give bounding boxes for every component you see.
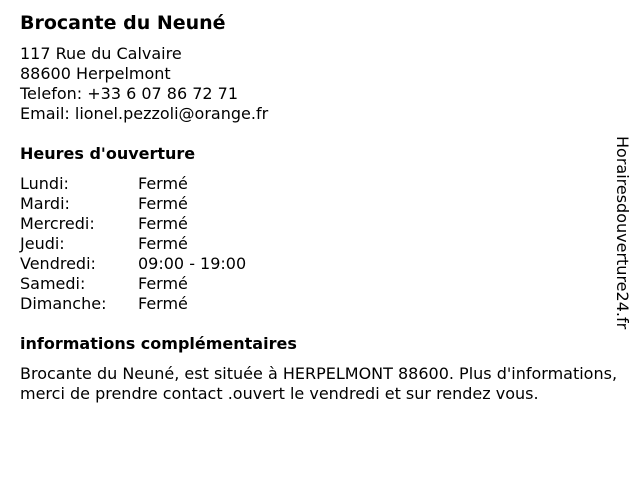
additional-info-title: informations complémentaires bbox=[20, 334, 297, 353]
phone-number: Telefon: +33 6 07 86 72 71 bbox=[20, 84, 239, 103]
day-hours: Fermé bbox=[138, 234, 188, 253]
day-label: Mardi: bbox=[20, 194, 70, 213]
watermark-text: Horairesdouverture24.fr bbox=[613, 136, 632, 330]
day-hours: Fermé bbox=[138, 274, 188, 293]
additional-info-text: Brocante du Neuné, est située à HERPELMONT 88600. Plus d'informations, merci de prendre contact .ouvert le vendredi et sur rendez vous. bbox=[20, 364, 618, 403]
street-address: 117 Rue du Calvaire bbox=[20, 44, 182, 63]
day-hours: Fermé bbox=[138, 294, 188, 313]
hours-row-wednesday bbox=[20, 214, 610, 234]
email-address: Email: lionel.pezzoli@orange.fr bbox=[20, 104, 269, 123]
hours-row-monday bbox=[20, 174, 610, 194]
hours-row-saturday bbox=[20, 274, 610, 294]
hours-row-thursday bbox=[20, 234, 610, 254]
day-label: Samedi: bbox=[20, 274, 86, 293]
day-hours: Fermé bbox=[138, 174, 188, 193]
hours-row-friday bbox=[20, 254, 610, 274]
business-card bbox=[20, 10, 618, 404]
city-postal-code: 88600 Herpelmont bbox=[20, 64, 171, 83]
day-label: Vendredi: bbox=[20, 254, 96, 273]
business-name: Brocante du Neuné bbox=[20, 12, 226, 34]
opening-hours-list bbox=[20, 174, 610, 314]
day-label: Lundi: bbox=[20, 174, 69, 193]
hours-row-sunday bbox=[20, 294, 610, 314]
day-label: Dimanche: bbox=[20, 294, 107, 313]
day-hours: 09:00 - 19:00 bbox=[138, 254, 247, 273]
day-label: Mercredi: bbox=[20, 214, 95, 233]
hours-row-tuesday bbox=[20, 194, 610, 214]
opening-hours-title: Heures d'ouverture bbox=[20, 144, 196, 163]
day-hours: Fermé bbox=[138, 194, 188, 213]
day-hours: Fermé bbox=[138, 214, 188, 233]
day-label: Jeudi: bbox=[20, 234, 65, 253]
